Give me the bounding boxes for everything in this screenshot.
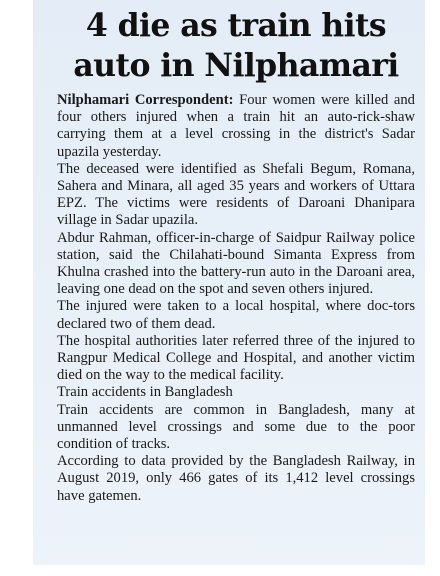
paragraph-common-accidents: Train accidents are common in Bangladesh, many at unmanned level crossings and some due to the poor condition of tracks. bbox=[57, 401, 415, 453]
byline: Nilphamari Correspondent: bbox=[57, 92, 234, 108]
subhead: Train accidents in Bangladesh bbox=[57, 384, 233, 401]
news-clipping bbox=[33, 0, 425, 565]
paragraph-railway-data: According to data provided by the Bangladesh Railway, in August 2019, only 466 gates of its 1,412 level crossings have gatemen. bbox=[57, 453, 415, 504]
paragraph-injured: The injured were taken to a local hospital, where doc-tors declared two of them dead. bbox=[57, 298, 415, 332]
lead-paragraph bbox=[57, 92, 415, 161]
article-body bbox=[57, 92, 415, 505]
lead-text: Four women were killed and four others injured when a train hit an auto-rick-shaw carrying them at a level crossing in the district's Sadar upazila yesterday. bbox=[57, 92, 415, 160]
paragraph-deceased: The deceased were identified as Shefali Begum, Romana, Sahera and Minara, all aged 35 years and workers of Uttara EPZ. The victims were residents of Daroani Dhanipara village in Sadar upazila. bbox=[57, 160, 415, 229]
headline bbox=[57, 6, 415, 86]
paragraph-hospital: The hospital authorities later referred three of the injured to Rangpur Medical College and Hospital, and another victim died on the way to the medical facility. bbox=[57, 332, 415, 384]
headline-line-1: 4 die as train hits bbox=[85, 7, 387, 44]
headline-line-2: auto in Nilphamari bbox=[73, 47, 399, 84]
paragraph-police-statement: Abdur Rahman, officer-in-charge of Saidpur Railway police station, said the Chilahati-bound Simanta Express from Khulna crashed into the battery-run auto in the Daroani area, leaving one dead on the spot and seven others injured. bbox=[57, 229, 415, 298]
